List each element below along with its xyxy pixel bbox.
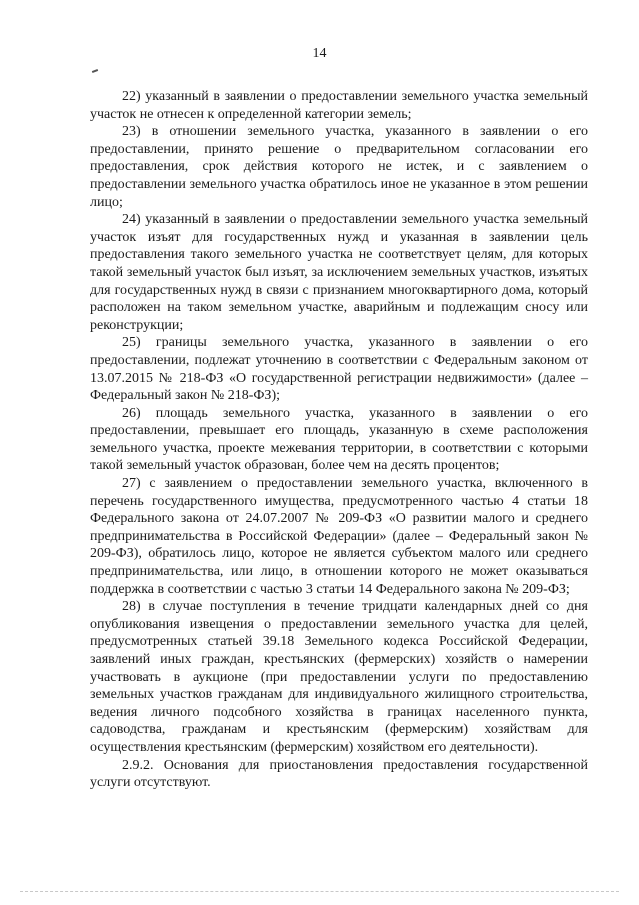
paragraph-item-25: 25) границы земельного участка, указанного в заявлении о его предоставлении, подлежат уточнению в соответствии с Федеральным законом от 13.07.2015 № 218-ФЗ «О государственной регистрации недвижимости» (далее – Федеральный закон № 218-ФЗ); (90, 335, 588, 404)
paragraph-item-27: 27) с заявлением о предоставлении земельного участка, включенного в перечень государственного имущества, предусмотренного частью 4 статьи 18 Федерального закона от 24.07.2007 № 209-ФЗ «О развитии малого и среднего предпринимательства в Российской Федерации» (далее – Федеральный закон № 209-ФЗ), обратилось лицо, которое не является субъектом малого или среднего предпринимательства, или лицо, в отношении которого не может оказываться поддержка в соответствии с частью 3 статьи 14 Федерального закона № 209-ФЗ; (90, 476, 588, 597)
document-body (90, 88, 588, 792)
paragraph-item-28: 28) в случае поступления в течение тридцати календарных дней со дня опубликования извещения о предоставлении земельного участка для целей, предусмотренных статьей 39.18 Земельного кодекса Российской Федерации, заявлений иных граждан, крестьянских (фермерских) хозяйств о намерении участвовать в аукционе (при предоставлении услуги по предоставлению земельных участков гражданам для индивидуального жилищного строительства, ведения личного подсобного хозяйства в границах населенного пункта, садоводства, гражданам и крестьянским (фермерским) хозяйствам для осуществления крестьянским (фермерским) хозяйством его деятельности). (90, 599, 588, 755)
paragraph-item-24: 24) указанный в заявлении о предоставлении земельного участка земельный участок изъят для государственных нужд и указанная в заявлении цель предоставления такого земельного участка не соответствует целям, для которых такой земельный участок был изъят, за исключением земельных участков, изъятых для государственных нужд в связи с признанием многоквартирного дома, который расположен на таком земельном участке, аварийным и подлежащим сносу или реконструкции; (90, 212, 588, 333)
paragraph-item-22: 22) указанный в заявлении о предоставлении земельного участка земельный участок не отнесен к определенной категории земель; (90, 89, 588, 122)
page-bottom-edge (20, 891, 619, 892)
page-number: 14 (312, 46, 327, 61)
paragraph-item-23: 23) в отношении земельного участка, указанного в заявлении о его предоставлении, принято решение о предварительном согласовании его предоставления, срок действия которого не истек, и с заявлением о предоставлении земельного участка обратилось иное не указанное в этом решении лицо; (90, 124, 588, 210)
paragraph-section-2-9-2: 2.9.2. Основания для приостановления предоставления государственной услуги отсутствуют. (90, 757, 588, 791)
paragraph-item-26: 26) площадь земельного участка, указанного в заявлении о его предоставлении, превышает его площадь, указанную в схеме расположения земельного участка, проекте межевания территории, в соответствии с которыми такой земельный участок образован, более чем на десять процентов; (90, 405, 588, 474)
stray-pen-mark (92, 69, 98, 73)
